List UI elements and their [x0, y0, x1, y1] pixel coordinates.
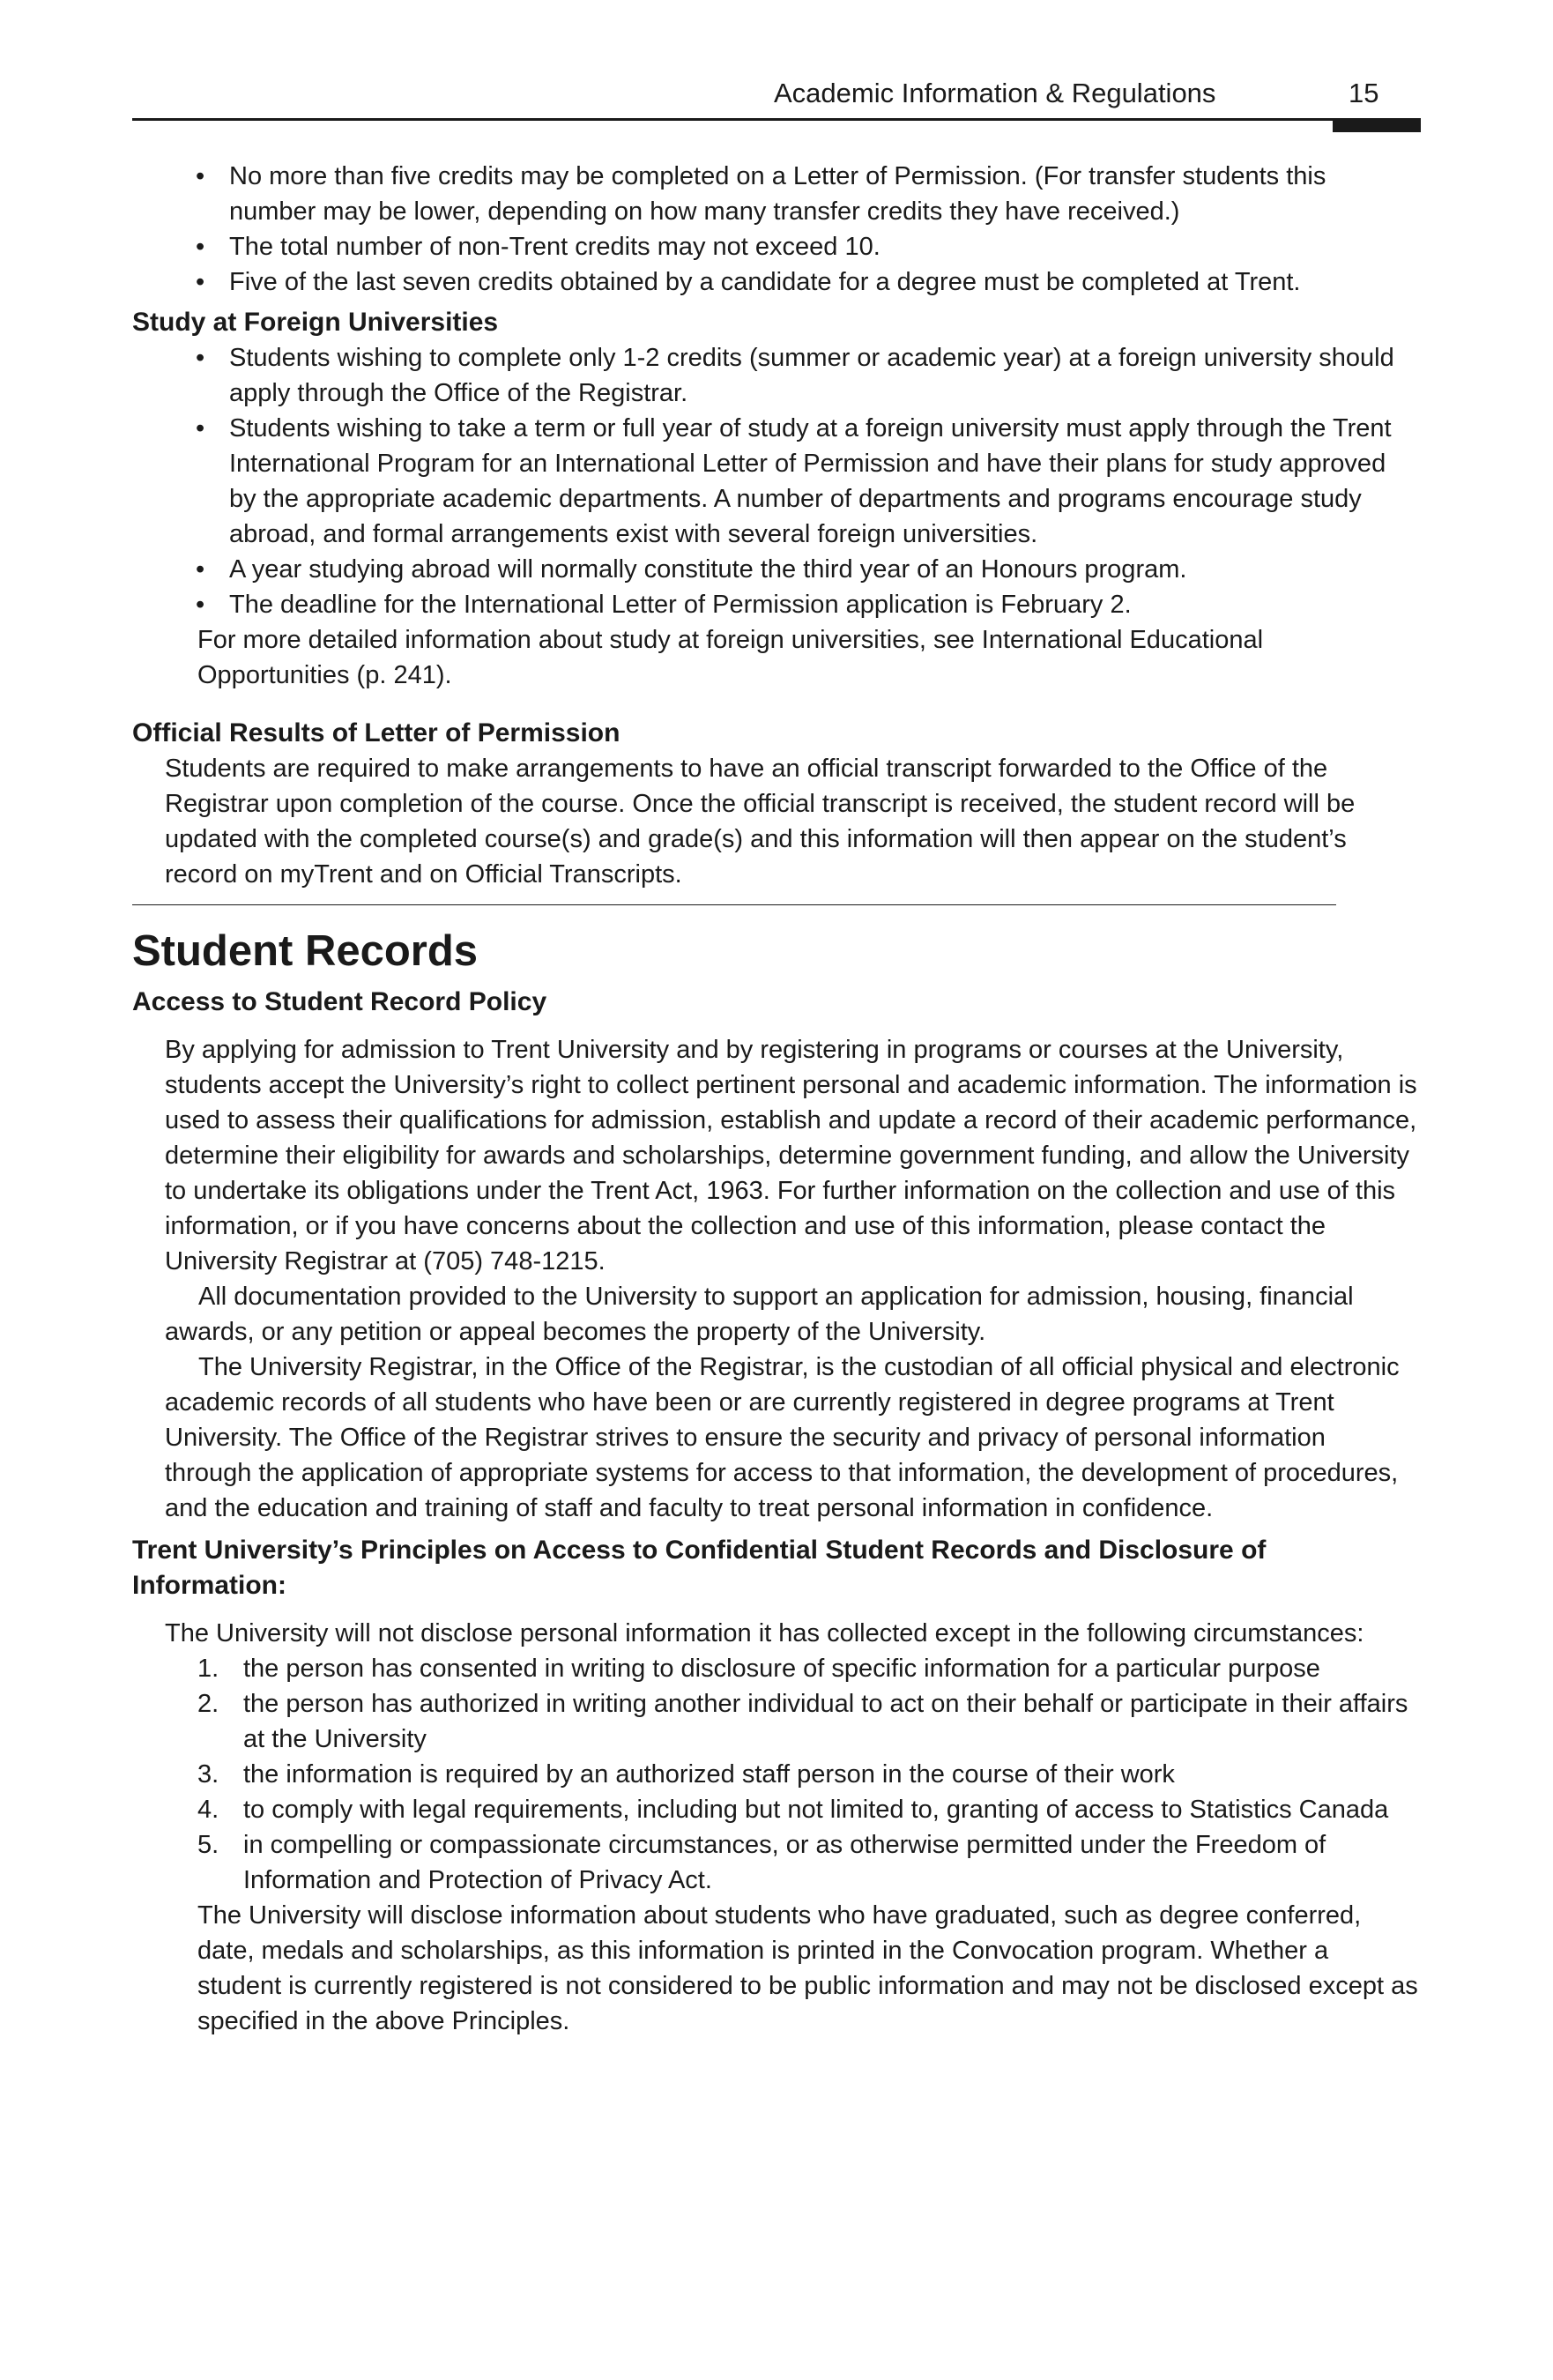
letter-of-permission-list	[132, 159, 1419, 300]
list-item: 1. the person has consented in writing to disclosure of specific information for a particular purpose	[197, 1655, 1320, 1683]
principles-heading: Trent University’s Principles on Access to Confidential Student Records and Disclosure of Information:	[132, 1536, 1267, 1600]
list-item: • Five of the last seven credits obtained by a candidate for a degree must be completed at Trent.	[132, 264, 1419, 300]
foreign-universities-note: For more detailed information about study at foreign universities, see International Educational Opportunities (p. 241).	[197, 626, 1264, 689]
section-title: Student Records	[132, 927, 479, 975]
foreign-universities-list	[132, 340, 1419, 622]
page-number: 15	[1349, 78, 1379, 108]
list-item: • The total number of non-Trent credits may not exceed 10.	[132, 229, 1419, 264]
list-item: 3. the information is required by an authorized staff person in the course of their work	[197, 1760, 1175, 1789]
principles-list	[132, 1651, 1419, 1898]
list-item: 2. the person has authorized in writing another individual to act on their behalf or participate in their affairs at the University	[197, 1690, 1408, 1753]
policy-body	[132, 1032, 1419, 1526]
bullet-icon: •	[196, 555, 205, 584]
policy-paragraph: The University Registrar, in the Office of the Registrar, is the custodian of all official physical and electronic academic records of all students who have been or are currently registered in degree programs at Trent University. The Office of the Registrar strives to ensure the security and privacy of personal information through the application of appropriate systems for access to that information, the development of procedures, and the education and training of staff and faculty to treat personal information in confidence.	[165, 1353, 1400, 1522]
bullet-icon: •	[196, 591, 205, 619]
list-item: • Students wishing to take a term or full year of study at a foreign university must apply through the Trent International Program for an International Letter of Permission and have their plans for study approved by the appropriate academic departments. A number of departments and programs encourage study abroad, and formal arrangements exist with several foreign universities.	[132, 411, 1419, 552]
header-rule	[132, 118, 1421, 121]
bullet-icon: •	[196, 162, 205, 190]
list-item: 4. to comply with legal requirements, including but not limited to, granting of access to Statistics Canada	[197, 1796, 1389, 1824]
bullet-icon: •	[196, 268, 205, 296]
foreign-universities-heading: Study at Foreign Universities	[132, 308, 499, 337]
page-content	[132, 159, 1419, 2039]
policy-paragraph: All documentation provided to the University to support an application for admission, housing, financial awards, or any petition or appeal becomes the property of the University.	[165, 1283, 1354, 1346]
policy-paragraph: By applying for admission to Trent University and by registering in programs or courses at the University, students accept the University’s right to collect pertinent personal and academic information. The information is used to assess their qualifications for admission, establish and update a record of their academic performance, determine their eligibility for awards and scholarships, determine government funding, and allow the University to undertake its obligations under the Trent Act, 1963. For further information on the collection and use of this information, or if you have concerns about the collection and use of this information, please contact the University Registrar at (705) 748-1215.	[165, 1036, 1417, 1276]
list-item: • No more than five credits may be completed on a Letter of Permission. (For transfer students this number may be lower, depending on how many transfer credits they have received.)	[132, 159, 1419, 229]
official-results-text: Students are required to make arrangements to have an official transcript forwarded to the Office of the Registrar upon completion of the course. Once the official transcript is received, the student record will be updated with the completed course(s) and grade(s) and this information will then appear on the student’s record on myTrent and on Official Transcripts.	[165, 755, 1356, 889]
official-results-heading: Official Results of Letter of Permission	[132, 718, 620, 747]
section-divider	[132, 904, 1336, 905]
list-item: 5. in compelling or compassionate circumstances, or as otherwise permitted under the Freedom of Information and Protection of Privacy Act.	[197, 1831, 1326, 1894]
header-tab-bar	[1333, 118, 1421, 132]
closing-paragraph: The University will disclose information about students who have graduated, such as degree conferred, date, medals and scholarships, as this information is printed in the Convocation program. Whether a student is currently registered is not considered to be public information and may not be disclosed except as specified in the above Principles.	[197, 1901, 1418, 2035]
bullet-icon: •	[196, 233, 205, 261]
list-item: • Students wishing to complete only 1-2 credits (summer or academic year) at a foreign university should apply through the Office of the Registrar.	[132, 340, 1419, 411]
policy-heading: Access to Student Record Policy	[132, 987, 547, 1016]
running-header-title: Academic Information & Regulations	[774, 78, 1216, 108]
principles-intro: The University will not disclose personal information it has collected except in the following circumstances:	[165, 1619, 1364, 1647]
bullet-icon: •	[196, 414, 205, 443]
bullet-icon: •	[196, 344, 205, 372]
list-item: • A year studying abroad will normally constitute the third year of an Honours program.	[132, 552, 1419, 587]
list-item: • The deadline for the International Letter of Permission application is February 2.	[132, 587, 1419, 622]
